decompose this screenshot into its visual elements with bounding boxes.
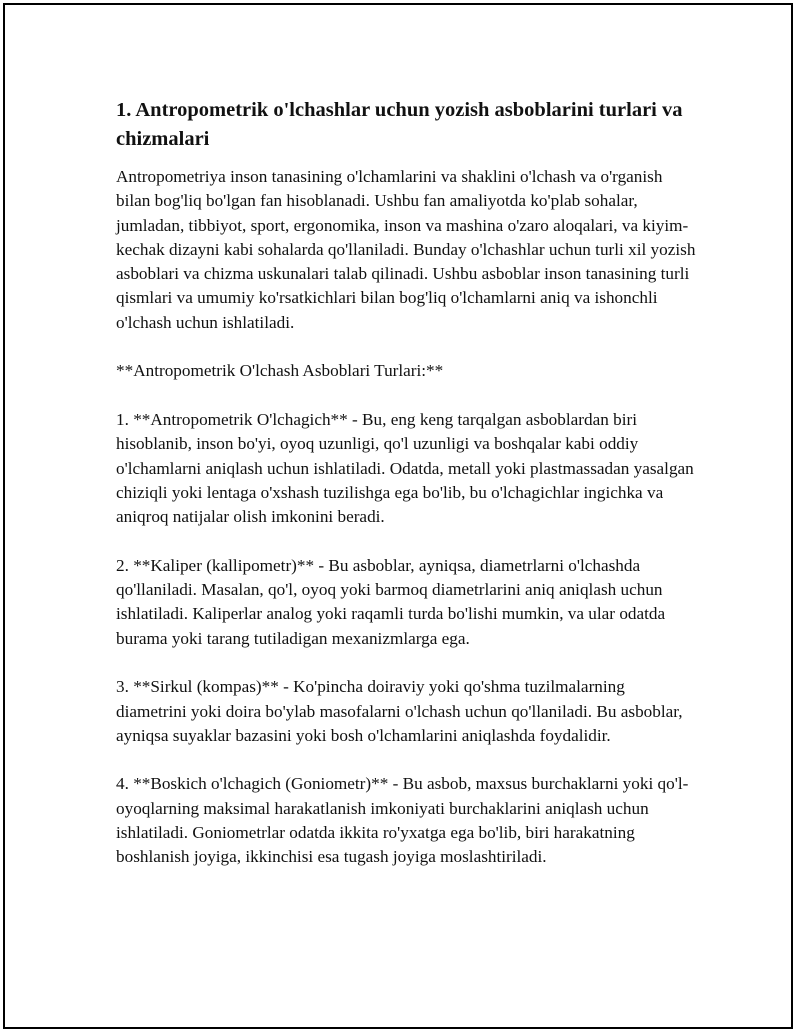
list-item-4: 4. **Boskich o'lchagich (Goniometr)** - Bu asbob, maxsus burchaklarni yoki qo'l-oyoqlarning maksimal harakatlanish imkoniyati burchaklarini aniqlash uchun ishlatiladi. Goniometrlar odatda ikkita ro'yxatga ega bo'lib, biri harakatning boshlanish joyiga, ikkinchisi esa tugash joyiga moslashtiriladi. (116, 774, 689, 867)
paragraph-gap (116, 651, 696, 675)
list-item-1: 1. **Antropometrik O'lchagich** - Bu, eng keng tarqalgan asboblardan biri hisoblanib, inson bo'yi, oyoq uzunligi, qo'l uzunligi va boshqalar kabi oddiy o'lchamlarni aniqlash uchun ishlatiladi. Odatda, metall yoki plastmassadan yasalgan chiziqli yoki lentaga o'xshash tuzilishga ega bo'lib, bu o'lchagichlar ingichka va aniqroq natijalar olish imkonini beradi. (116, 409, 694, 527)
document-title: 1. Antropometrik o'lchashlar uchun yozish asboblarini turlari va chizmalari (116, 99, 683, 150)
paragraph-gap (116, 748, 696, 772)
list-item-2: 2. **Kaliper (kallipometr)** - Bu asboblar, ayniqsa, diametrlarni o'lchashda qo'llaniladi. Masalan, qo'l, oyoq yoki barmoq diametrlarini aniq aniqlash uchun ishlatiladi. Kaliperlar analog yoki raqamli turda bo'lishi mumkin, va ular odatda burama yoki tarang tutiladigan mexanizmlarga ega. (116, 555, 666, 648)
document-body (116, 96, 696, 870)
paragraph-gap (116, 335, 696, 359)
paragraph-gap (116, 529, 696, 553)
section-heading: **Antropometrik O'lchash Asboblari Turlari:** (116, 361, 444, 381)
paragraph-gap (116, 384, 696, 408)
intro-paragraph: Antropometriya inson tanasining o'lchamlarini va shaklini o'lchash va o'rganish bilan bog'liq bo'lgan fan hisoblanadi. Ushbu fan amaliyotda ko'plab sohalar, jumladan, tibbiyot, sport, ergonomika, inson va mashina o'zaro aloqalari, va kiyim-kechak dizayni kabi sohalarda qo'llaniladi. Bunday o'lchashlar uchun turli xil yozish asboblari va chizma uskunalari talab qilinadi. Ushbu asboblar inson tanasining turli qismlari va umumiy ko'rsatkichlari bilan bog'liq o'lchamlarni aniq va ishonchli o'lchash uchun ishlatiladi. (116, 167, 696, 332)
list-item-3: 3. **Sirkul (kompas)** - Ko'pincha doiraviy yoki qo'shma tuzilmalarning diametrini yoki doira bo'ylab masofalarni o'lchash uchun qo'llaniladi. Bu asboblar, ayniqsa suyaklar bazasini yoki bosh o'lchamlarini aniqlashda foydalidir. (116, 677, 683, 745)
